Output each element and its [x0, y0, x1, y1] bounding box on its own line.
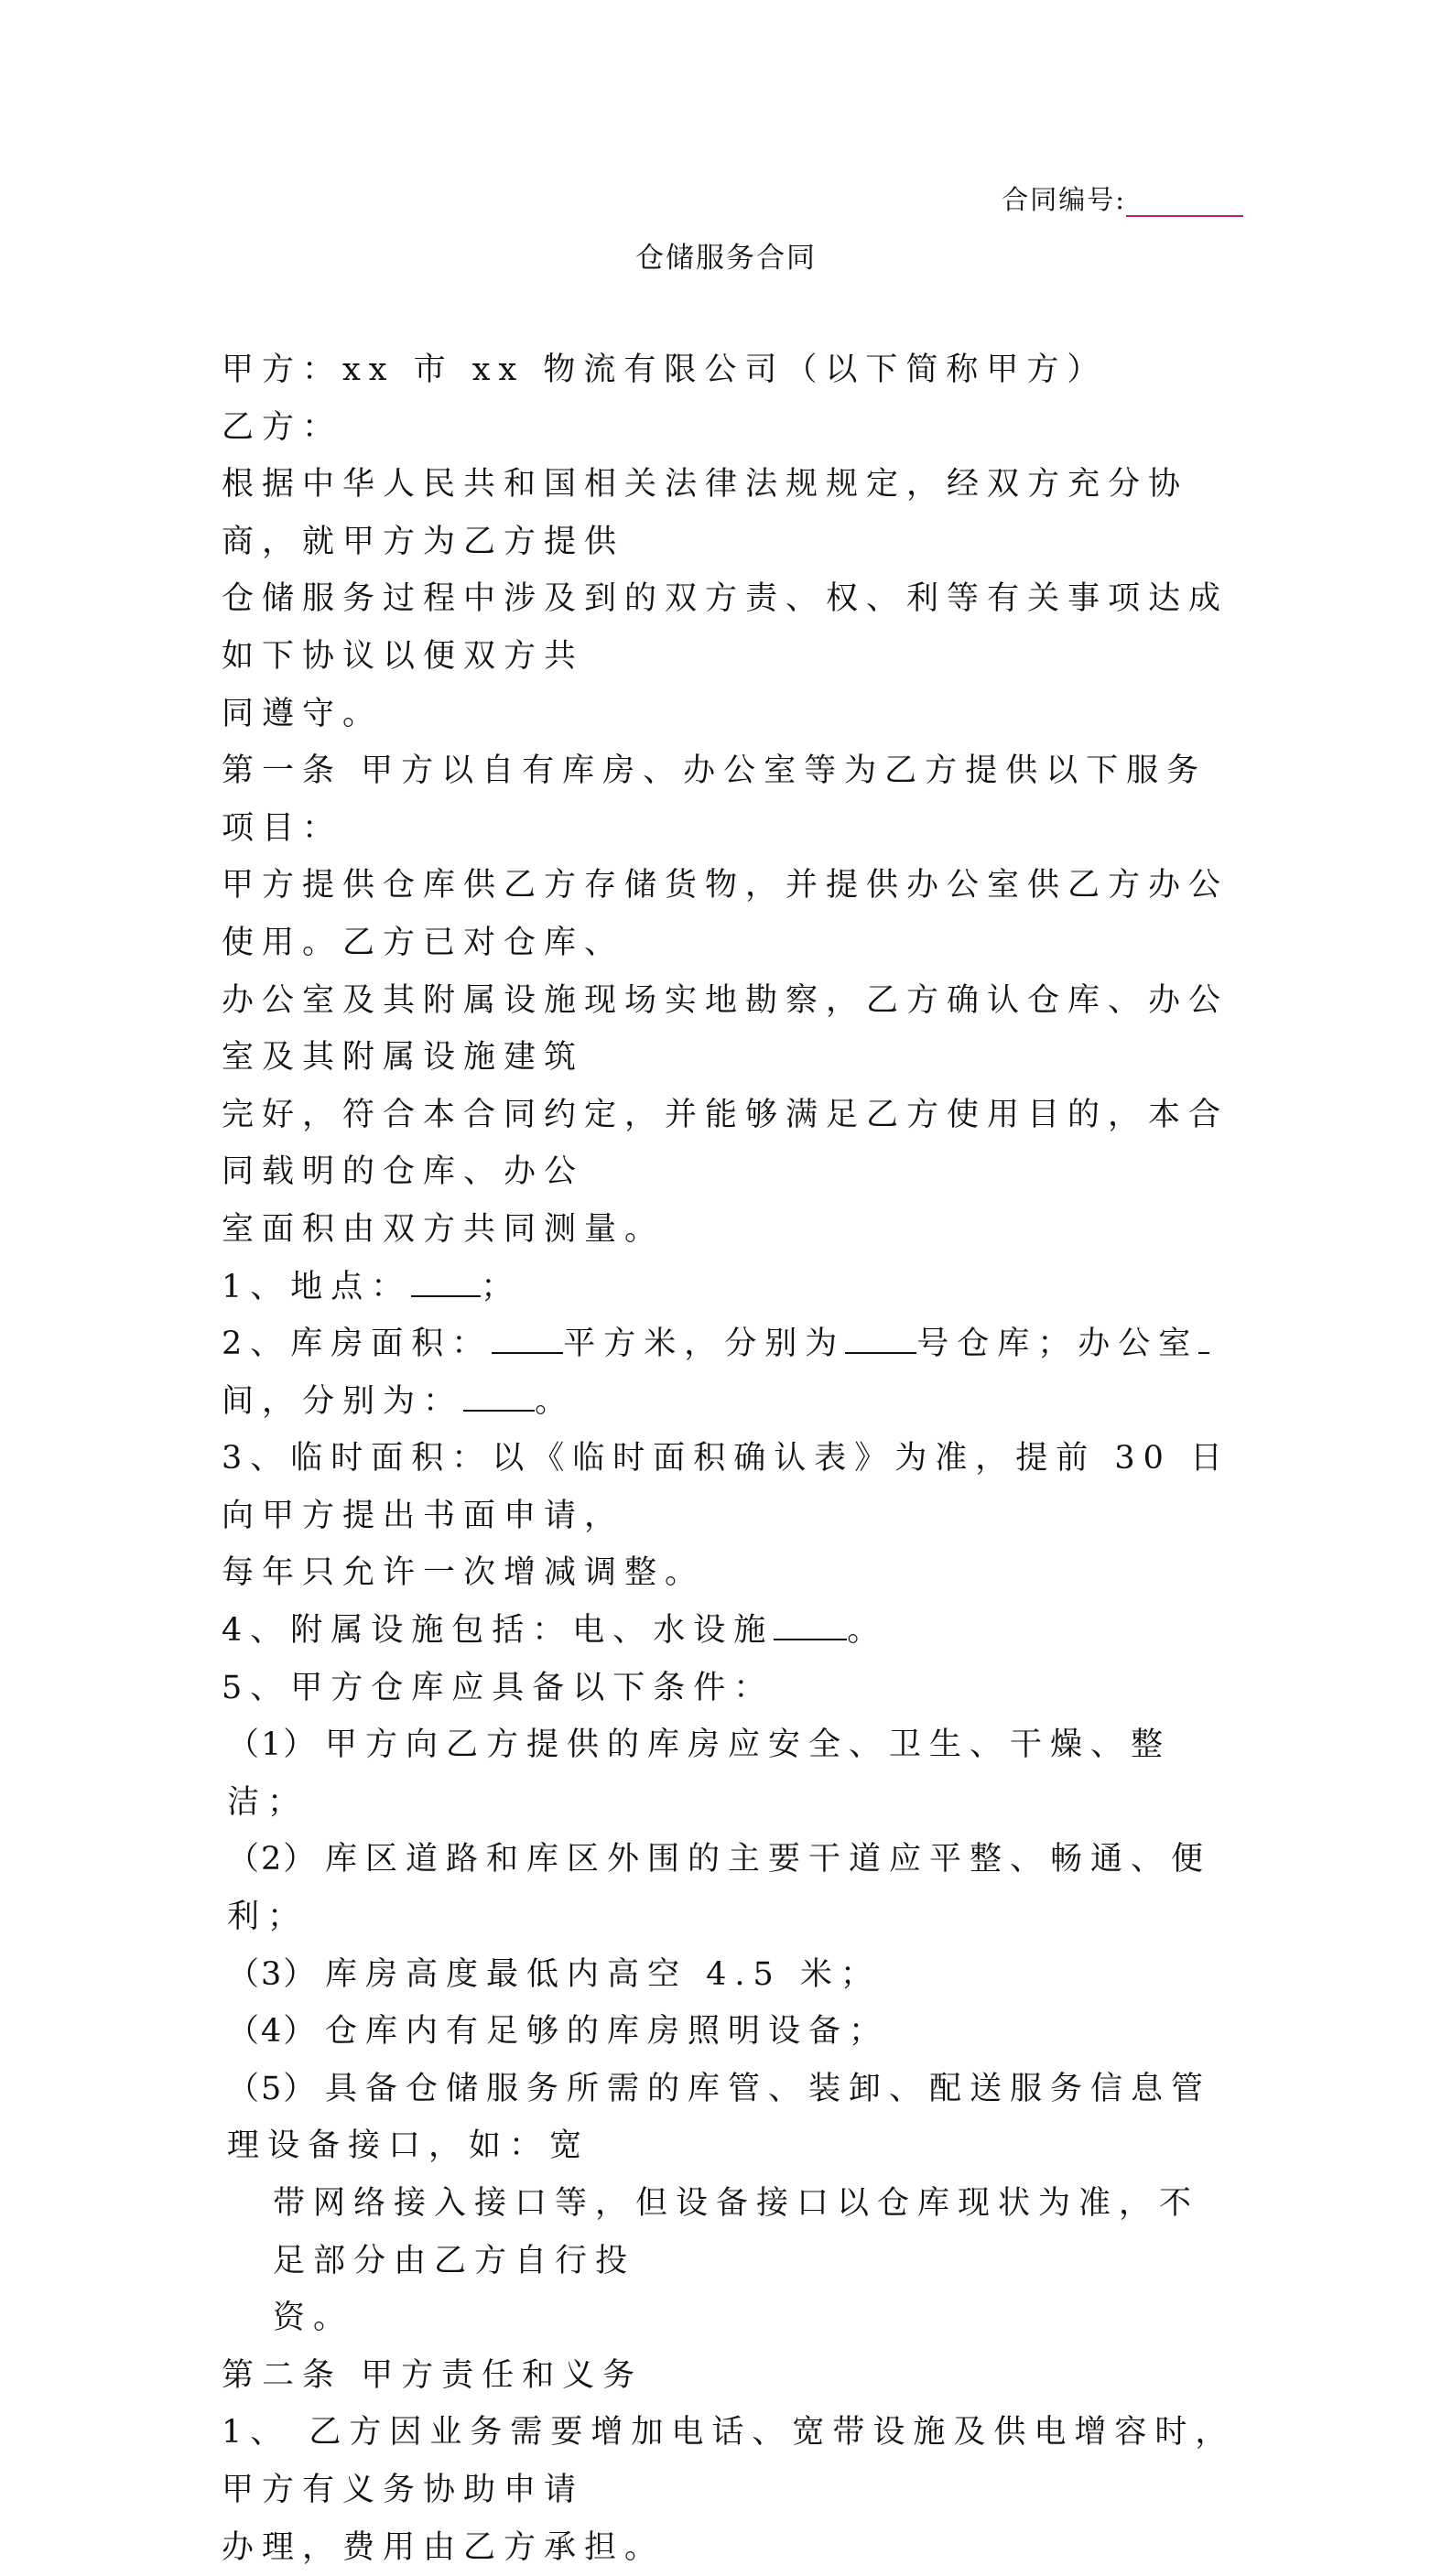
paragraph-line [222, 456, 1238, 570]
line-text: 办理，费用由乙方承担。 [222, 2528, 666, 2566]
paragraph-line [222, 341, 1238, 399]
paragraph-line [222, 857, 1238, 971]
item-number: （2） [227, 1841, 318, 1878]
paragraph-line [222, 1259, 1238, 1316]
contract-body [222, 341, 1238, 2576]
line-text: 库房高度最低内高空 4.5 米； [325, 1955, 881, 1993]
paragraph-line [222, 1946, 1238, 2004]
line-text: 仓库内有足够的库房照明设备； [325, 2013, 890, 2051]
line-text: 第一条 甲方以自有库房、办公室等为乙方提供以下服务项目： [222, 752, 1208, 847]
line-text: 。 [535, 1382, 576, 1420]
paragraph-line [222, 1602, 1238, 1660]
line-text: 5、甲方仓库应具备以下条件： [222, 1669, 775, 1706]
line-text: 办公室及其附属设施现场实地勘察，乙方确认仓库、办公室及其附属设施建筑 [222, 981, 1230, 1077]
paragraph-line [222, 2061, 1238, 2175]
paragraph-line [222, 2404, 1238, 2518]
document-title: 仓储服务合同 [635, 242, 817, 275]
line-text: 同遵守。 [222, 695, 384, 732]
line-text: 带网络接入接口等，但设备接口以仓库现状为准，不足部分由乙方自行投 [273, 2185, 1200, 2279]
line-text: 号仓库；办公室 [916, 1326, 1199, 1363]
paragraph-line [222, 1544, 1238, 1602]
fill-in-blank [411, 1268, 481, 1297]
line-text: 3、临时面积：以《临时面积确认表》为准，提前 30 日向甲方提出书面申请， [222, 1440, 1231, 1534]
line-text: 平方米，分别为 [563, 1326, 846, 1363]
paragraph-line [222, 2003, 1238, 2061]
contract-number-label: 合同编号: [1002, 184, 1126, 215]
line-text: 甲方提供仓库供乙方存储货物，并提供办公室供乙方办公使用。乙方已对仓库、 [222, 867, 1230, 961]
line-text: 甲方：xx 市 xx 物流有限公司（以下简称甲方） [222, 352, 1108, 388]
line-text: 根据中华人民共和国相关法律法规规定，经双方充分协商，就甲方为乙方提供 [222, 466, 1189, 560]
paragraph-line [222, 1201, 1238, 1259]
line-text: 完好，符合本合同约定，并能够满足乙方使用目的，本合同载明的仓库、办公 [222, 1096, 1230, 1191]
item-number: （1） [227, 1726, 318, 1764]
paragraph-line [222, 570, 1238, 685]
item-number: （5） [227, 2070, 318, 2107]
line-text: 具备仓储服务所需的库管、装卸、配送服务信息管理设备接口，如：宽 [227, 2070, 1212, 2165]
line-text: 间，分别为： [222, 1382, 464, 1420]
paragraph-line [222, 399, 1238, 457]
paragraph-line [222, 2519, 1238, 2576]
contract-number-blank [1126, 188, 1243, 217]
line-text: 库区道路和库区外围的主要干道应平整、畅通、便利； [227, 1841, 1212, 1936]
paragraph-line [222, 1716, 1238, 1831]
line-text: 室面积由双方共同测量。 [222, 1210, 666, 1248]
fill-in-blank [1198, 1325, 1209, 1354]
fill-in-blank [463, 1382, 535, 1412]
line-text: 每年只允许一次增减调整。 [222, 1554, 706, 1592]
paragraph-line [222, 2289, 1238, 2347]
line-text: 乙方： [222, 408, 343, 446]
line-text: 1、 乙方因业务需要增加电话、宽带设施及供电增容时，甲方有义务协助申请 [222, 2414, 1236, 2508]
line-text: 。 [847, 1612, 888, 1650]
line-text: 甲方向乙方提供的库房应安全、卫生、干燥、整洁； [227, 1726, 1172, 1821]
fill-in-blank [774, 1611, 847, 1640]
fill-in-blank [845, 1325, 916, 1354]
line-text: 4、附属设施包括：电、水设施 [222, 1612, 775, 1650]
paragraph-line [222, 1315, 1238, 1430]
paragraph-line [222, 2175, 1238, 2289]
item-number: （4） [227, 2013, 318, 2051]
fill-in-blank [492, 1325, 563, 1354]
paragraph-line [222, 1831, 1238, 1945]
paragraph-line [222, 1660, 1238, 1717]
line-text: ； [481, 1268, 522, 1305]
line-text: 仓储服务过程中涉及到的双方责、权、利等有关事项达成如下协议以便双方共 [222, 580, 1230, 675]
paragraph-line [222, 2347, 1238, 2405]
item-number: （3） [227, 1955, 318, 1993]
line-text: 2、库房面积： [222, 1326, 493, 1363]
line-text: 资。 [273, 2300, 354, 2337]
line-text: 1、地点： [222, 1268, 412, 1305]
paragraph-line [222, 686, 1238, 743]
paragraph-line [222, 1087, 1238, 1201]
contract-number [1002, 179, 1243, 217]
paragraph-line [222, 1430, 1238, 1544]
paragraph-line [222, 972, 1238, 1087]
line-text: 第二条 甲方责任和义务 [222, 2356, 644, 2394]
paragraph-line [222, 742, 1238, 857]
